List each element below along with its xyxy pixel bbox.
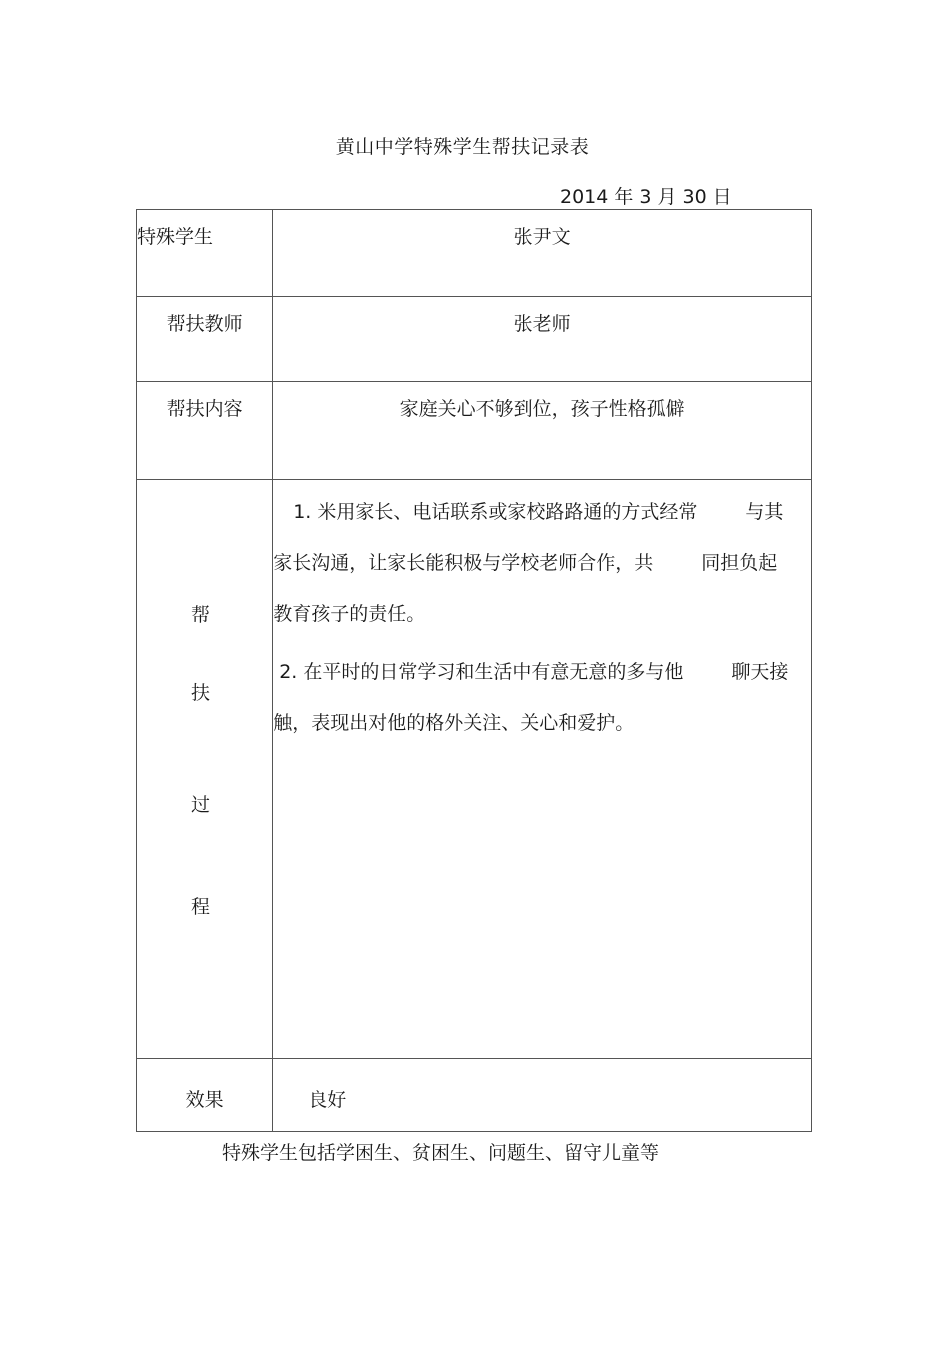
process-paragraph-2 (273, 647, 811, 749)
process-label (137, 480, 272, 1058)
page-title: 黄山中学特殊学生帮扶记录表 (335, 136, 590, 158)
cell-content-value (273, 382, 812, 480)
process-text (273, 480, 811, 749)
date-month: 3 (639, 186, 652, 208)
cell-student-label (137, 210, 273, 297)
process-label-char-2: 扶 (191, 682, 211, 704)
cell-effect-label (137, 1059, 273, 1132)
footnote: 特殊学生包括学困生、贫困生、问题生、留守儿童等 (222, 1142, 660, 1164)
process-label-char-3: 过 (191, 794, 211, 816)
process-label-char-1: 帮 (191, 604, 211, 626)
process-line (273, 538, 811, 589)
process-text-span: 聊天接 (731, 661, 789, 683)
effect-label: 效果 (185, 1089, 224, 1111)
process-text-span: 与其 (745, 501, 784, 523)
date-month-unit: 月 (657, 186, 677, 208)
process-line (273, 647, 811, 698)
record-date (560, 182, 732, 209)
effect-value: 良好 (308, 1089, 347, 1111)
content-label: 帮扶内容 (166, 398, 243, 420)
process-text-span: 2. 在平时的日常学习和生活中有意无意的多与他 (279, 661, 684, 683)
process-line: 触，表现出对他的格外关注、关心和爱护。 (273, 712, 635, 734)
cell-teacher-value (273, 297, 812, 382)
teacher-label: 帮扶教师 (166, 313, 243, 335)
row-help-content (137, 382, 812, 480)
process-label-char-4: 程 (191, 896, 211, 918)
process-text-span: 家长沟通，让家长能积极与学校老师合作，共 (273, 552, 654, 574)
teacher-name: 张老师 (513, 313, 571, 335)
date-day-unit: 日 (712, 186, 732, 208)
cell-process-value (273, 480, 812, 1059)
date-day: 30 (682, 186, 707, 208)
cell-process-label (137, 480, 273, 1059)
cell-teacher-label (137, 297, 273, 382)
row-helper-teacher (137, 297, 812, 382)
row-help-process (137, 480, 812, 1059)
student-name: 张尹文 (513, 226, 571, 248)
cell-content-label (137, 382, 273, 480)
process-line (273, 487, 811, 538)
date-year-unit: 年 (614, 186, 634, 208)
cell-effect-value (273, 1059, 812, 1132)
cell-student-value (273, 210, 812, 297)
process-text-span: 同担负起 (701, 552, 778, 574)
row-effect (137, 1059, 812, 1132)
student-label: 特殊学生 (137, 226, 214, 248)
record-table (136, 209, 812, 1132)
date-year: 2014 (560, 186, 609, 208)
process-paragraph-1 (273, 487, 811, 640)
row-special-student (137, 210, 812, 297)
process-line: 教育孩子的责任。 (273, 603, 426, 625)
process-text-span: 1. 米用家长、电话联系或家校路路通的方式经常 (293, 501, 698, 523)
content-text: 家庭关心不够到位，孩子性格孤僻 (399, 398, 685, 420)
